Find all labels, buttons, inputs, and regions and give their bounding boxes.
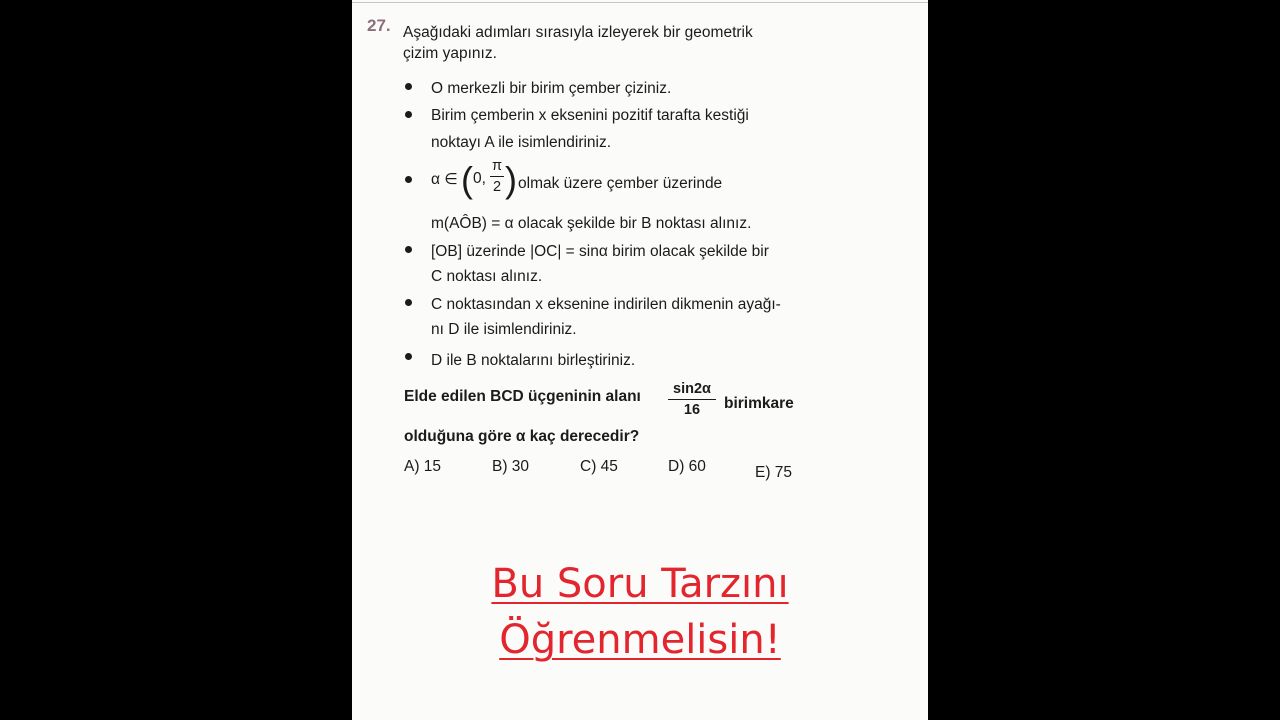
bullet-6: [405, 353, 412, 360]
intro-line-2: çizim yapınız.: [403, 45, 497, 62]
ask-line-2: olduğuna göre α kaç derecedir?: [404, 428, 640, 445]
page-top-border: [352, 2, 928, 3]
pi-over-two-fraction: [490, 158, 504, 195]
bullet-5: [405, 299, 412, 306]
intro-line-1: Aşağıdaki adımları sırasıyla izleyerek bir geometrik: [403, 24, 753, 41]
bullet-3: [405, 176, 412, 183]
option-b: B) 30: [492, 458, 530, 475]
question-page: [352, 0, 928, 720]
step-1-text: O merkezli bir birim çember çiziniz.: [431, 80, 672, 97]
step-6-text: D ile B noktalarını birleştiriniz.: [431, 352, 636, 369]
bullet-4: [405, 246, 412, 253]
step-3-line-2: m(AÔB) = α olacak şekilde bir B noktası alınız.: [431, 215, 752, 232]
caption-line-2: Öğrenmelisin!: [499, 617, 781, 663]
question-number: 27.: [367, 16, 391, 35]
area-numerator: sin2α: [673, 381, 711, 397]
ask-part-2: birimkare: [724, 395, 794, 412]
caption-line-1: Bu Soru Tarzını: [491, 561, 789, 607]
open-paren: (: [461, 159, 473, 200]
step-3-rest: olmak üzere çember üzerinde: [518, 175, 723, 192]
bullet-2: [405, 111, 412, 118]
step-4-line-2: C noktası alınız.: [431, 268, 543, 285]
option-e: E) 75: [755, 464, 793, 481]
step-4-line-1: [OB] üzerinde |OC| = sinα birim olacak şekilde bir: [431, 243, 769, 260]
option-d: D) 60: [668, 458, 706, 475]
area-fraction: [668, 381, 716, 418]
step-3-alpha: α ∈: [431, 171, 458, 188]
step-2-line-1: Birim çemberin x eksenini pozitif tarafta kestiği: [431, 107, 749, 124]
close-paren: ): [505, 159, 517, 200]
step-5-line-1: C noktasından x eksenine indirilen dikmenin ayağı-: [431, 296, 781, 313]
bullet-1: [405, 83, 412, 90]
area-denominator: 16: [683, 402, 701, 418]
step-5-line-2: nı D ile isimlendiriniz.: [431, 321, 577, 338]
option-a: A) 15: [404, 458, 442, 475]
pi-numerator: π: [491, 158, 502, 174]
step-3-zero: 0,: [473, 170, 486, 187]
two-denominator: 2: [492, 179, 502, 195]
option-c: C) 45: [580, 458, 618, 475]
ask-part-1: Elde edilen BCD üçgeninin alanı: [404, 388, 641, 405]
step-2-line-2: noktayı A ile isimlendiriniz.: [431, 134, 612, 151]
